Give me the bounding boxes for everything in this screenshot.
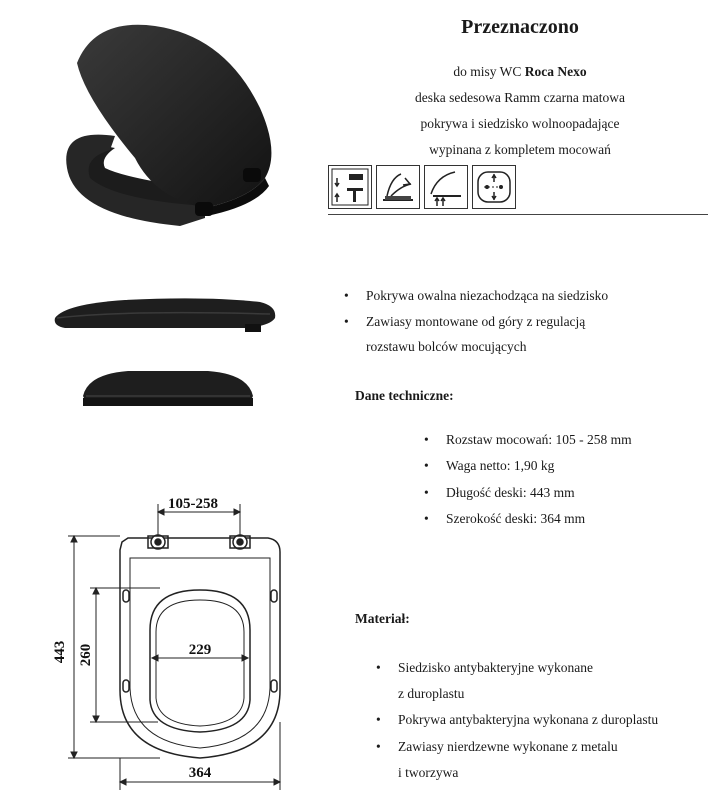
feature-item: • Pokrywa owalna niezachodząca na siedzisko (344, 288, 609, 303)
dim-inner-length: 260 (78, 643, 94, 667)
intro-line-2: deska sedesowa Ramm czarna matowa (415, 90, 625, 105)
dim-length: 443 (52, 640, 68, 664)
product-photo-front-view (78, 366, 258, 416)
product-photo-side-view (45, 288, 285, 343)
dim-width: 364 (188, 765, 212, 781)
header-divider (328, 214, 708, 215)
material-item-continuation: i tworzywa (398, 765, 459, 780)
intro-line-1: do misy WC Roca Nexo (453, 64, 587, 79)
soft-close-icon (376, 165, 420, 209)
material-item: • Pokrywa antybakteryjna wykonana z duroplastu (376, 712, 659, 727)
material-item-continuation: z duroplastu (398, 686, 465, 701)
tech-data-heading: Dane techniczne: (355, 388, 454, 403)
feature-item: • Zawiasy montowane od góry z regulacją (344, 314, 586, 329)
hinge-adjust-icon (472, 165, 516, 209)
intro-line-4: wypinana z kompletem mocowań (429, 142, 611, 157)
top-mount-wrench-icon (328, 165, 372, 209)
feature-icons (328, 165, 516, 209)
tech-item: • Szerokość deski: 364 mm (424, 511, 586, 526)
intro-line-3: pokrywa i siedzisko wolnoopadające (420, 116, 620, 131)
feature-item-continuation: rozstawu bolców mocujących (366, 339, 527, 354)
dim-hinge-spacing: 105-258 (168, 496, 218, 512)
dim-inner-width: 229 (188, 642, 212, 658)
tech-item: • Długość deski: 443 mm (424, 485, 575, 500)
model-name: Roca Nexo (524, 64, 587, 79)
material-heading: Materiał: (355, 611, 410, 626)
page-title: Przeznaczono (461, 16, 579, 38)
quick-release-icon (424, 165, 468, 209)
tech-item: • Waga netto: 1,90 kg (424, 458, 555, 473)
product-photo-open-seat (55, 18, 285, 243)
material-item: • Siedzisko antybakteryjne wykonane (376, 660, 593, 675)
tech-item: • Rozstaw mocowań: 105 - 258 mm (424, 432, 632, 447)
technical-drawing (40, 490, 300, 798)
material-item: • Zawiasy nierdzewne wykonane z metalu (376, 739, 618, 754)
